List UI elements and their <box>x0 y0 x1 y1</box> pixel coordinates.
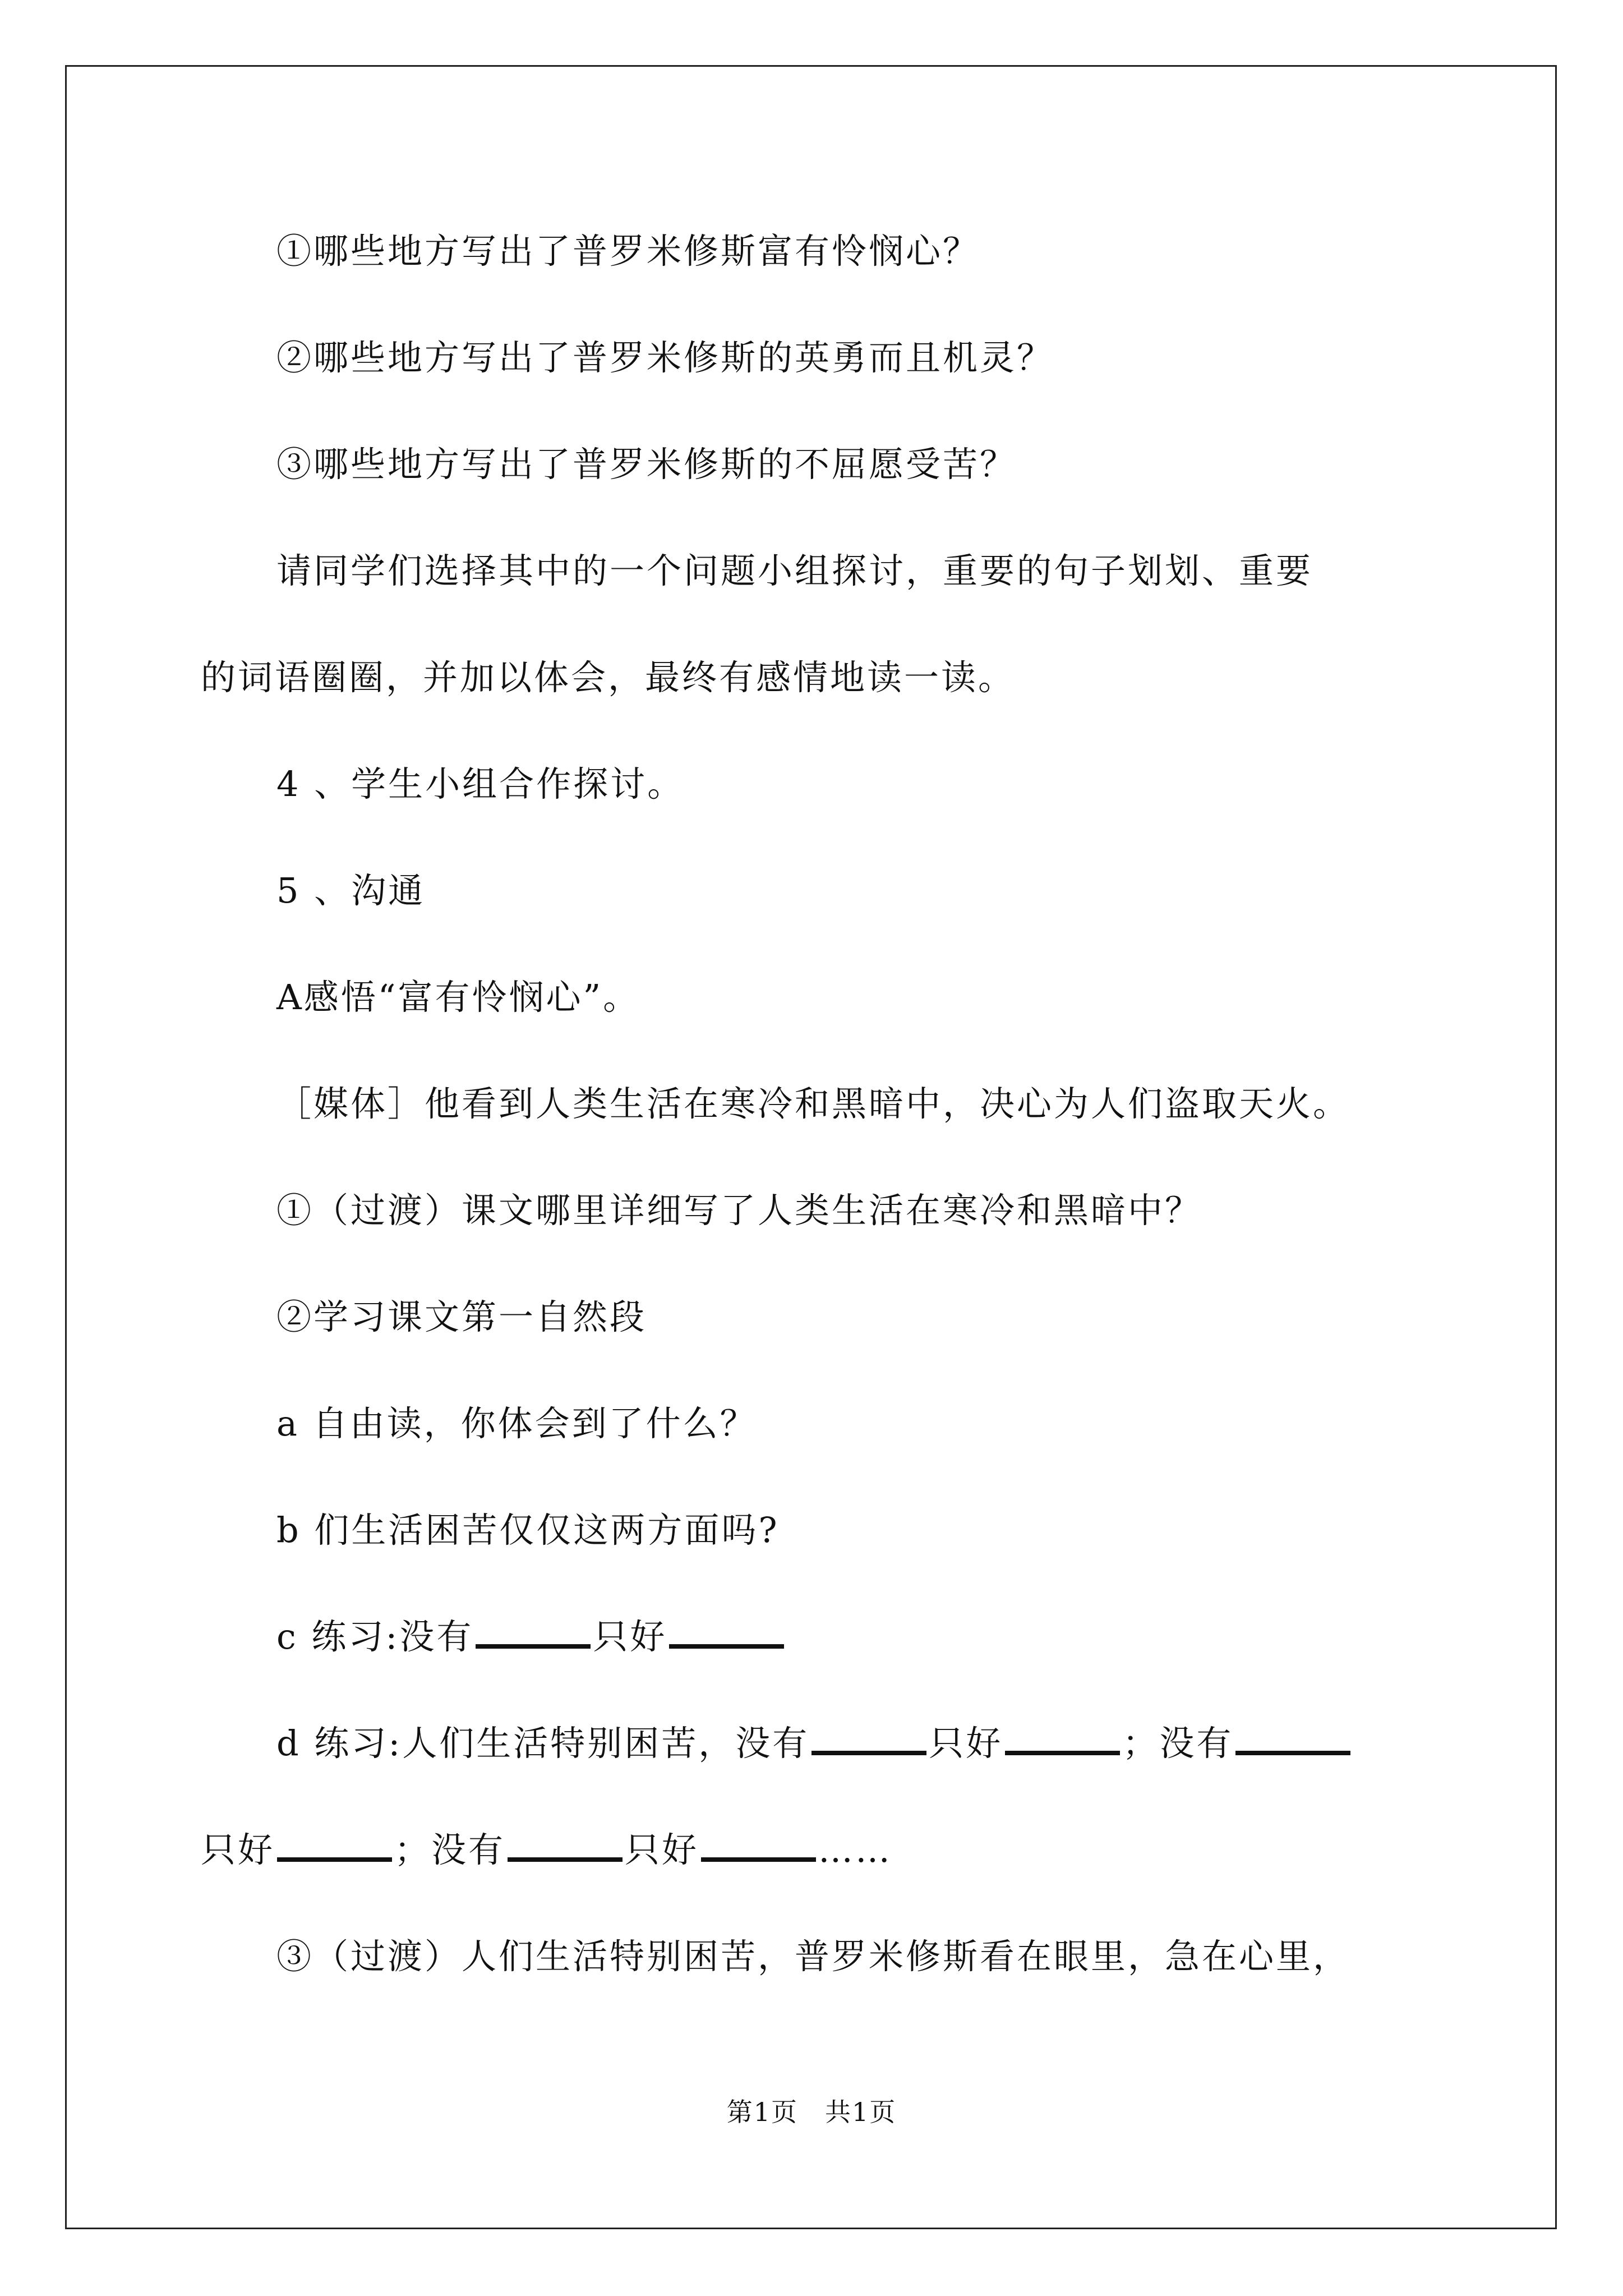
fill-blank <box>669 1615 784 1649</box>
study-paragraph-1: ②学习课文第一自然段 <box>276 1296 647 1337</box>
page-border <box>65 65 1557 2229</box>
exercise-c-middle: 只好 <box>593 1616 667 1657</box>
exercise-c <box>276 1614 786 1659</box>
transition-3: ③（过渡）人们生活特别困苦，普罗米修斯看在眼里，急在心里， <box>276 1936 1350 1977</box>
section-a-heading: A感悟“富有怜悯心”。 <box>276 977 640 1018</box>
fill-blank <box>476 1615 591 1649</box>
question-3: ③哪些地方写出了普罗米修斯的不屈愿受苦？ <box>276 444 1017 485</box>
exercise-d-line2-sep: ；没有 <box>394 1829 506 1870</box>
fill-blank <box>1235 1722 1350 1755</box>
transition-1: ①（过渡）课文哪里详细写了人类生活在寒冷和黑暗中？ <box>276 1190 1202 1231</box>
exercise-d-line2-suffix: …… <box>818 1829 893 1870</box>
item-a: a 自由读，你体会到了什么？ <box>276 1403 757 1444</box>
exercise-d-prefix: d 练习:人们生活特别困苦，没有 <box>276 1723 810 1764</box>
step-4: 4 、学生小组合作探讨。 <box>276 763 685 804</box>
question-1: ①哪些地方写出了普罗米修斯富有怜悯心？ <box>276 231 980 272</box>
exercise-d-line-2 <box>201 1828 892 1872</box>
exercise-d-sep: ；没有 <box>1122 1723 1234 1764</box>
media-quote: ［媒体］他看到人类生活在寒冷和黑暗中，决心为人们盗取天火。 <box>276 1083 1350 1124</box>
exercise-c-prefix: c 练习:没有 <box>276 1616 474 1657</box>
page-number-footer: 第1页 共1页 <box>726 2097 897 2127</box>
fill-blank <box>811 1722 926 1755</box>
step-5: 5 、沟通 <box>276 870 426 911</box>
fill-blank <box>1005 1722 1120 1755</box>
instruction-line-1: 请同学们选择其中的一个问题小组探讨，重要的句子划划、重要 <box>276 550 1313 591</box>
exercise-d-line2-prefix: 只好 <box>201 1829 275 1870</box>
exercise-d-line2-middle: 只好 <box>625 1829 699 1870</box>
exercise-d-line-1 <box>276 1721 1353 1766</box>
fill-blank <box>277 1828 392 1862</box>
question-2: ②哪些地方写出了普罗米修斯的英勇而且机灵？ <box>276 337 1054 378</box>
fill-blank <box>508 1828 623 1862</box>
exercise-d-middle: 只好 <box>929 1723 1003 1764</box>
fill-blank <box>701 1828 816 1862</box>
item-b: b 们生活困苦仅仅这两方面吗? <box>276 1510 780 1550</box>
instruction-line-2: 的词语圈圈，并加以体会，最终有感情地读一读。 <box>201 657 1016 698</box>
